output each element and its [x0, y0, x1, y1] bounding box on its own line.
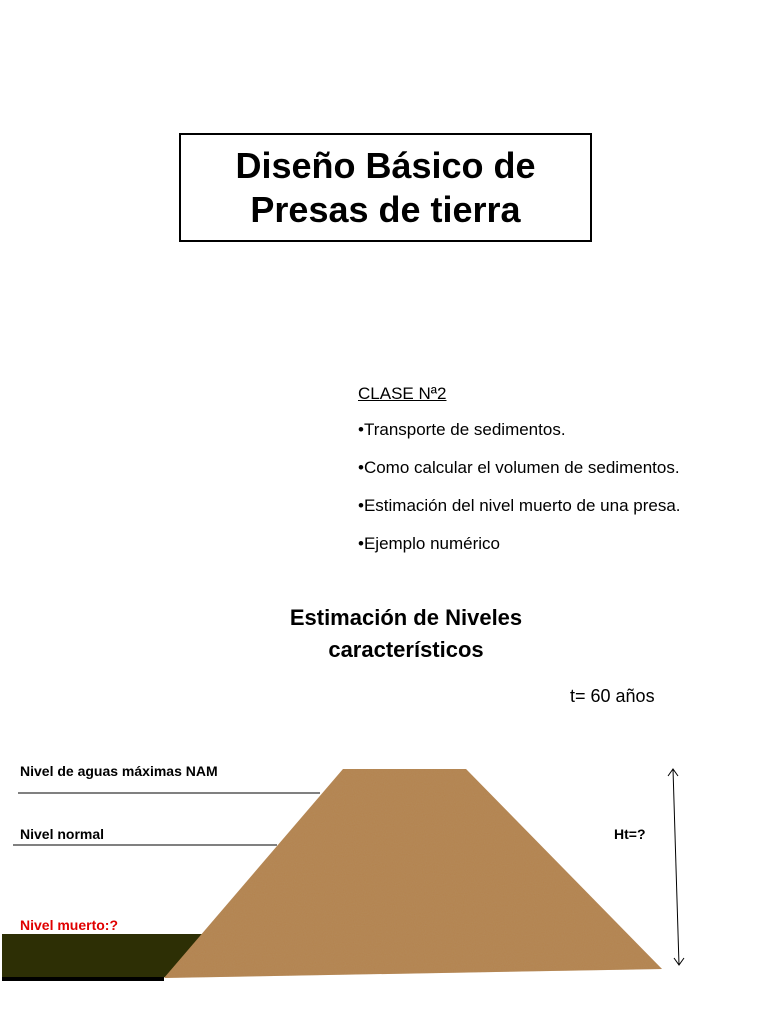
- height-arrow-line: [673, 769, 679, 965]
- time-horizon-label: t= 60 años: [570, 686, 655, 706]
- slide-title: [235, 144, 535, 232]
- section-title: [216, 602, 596, 666]
- class-outline: [358, 384, 681, 572]
- slide-title-line2: Presas de tierra: [250, 188, 521, 230]
- topic-item: [358, 534, 681, 572]
- dam-diagram-svg: [0, 740, 768, 1024]
- class-heading: CLASE Nª2: [358, 384, 447, 403]
- height-label: Ht=?: [614, 826, 646, 842]
- topic-item: [358, 496, 681, 534]
- section-title-line2: característicos: [328, 637, 484, 662]
- class-topics-list: [358, 420, 681, 572]
- ground-line: [2, 977, 164, 981]
- topic-item: [358, 420, 681, 458]
- dead-level-label: Nivel muerto:?: [20, 917, 119, 933]
- slide-title-line1: Diseño Básico de: [235, 144, 536, 186]
- section-title-line1: Estimación de Niveles: [289, 605, 523, 630]
- topic-text: Transporte de sedimentos.: [363, 420, 566, 439]
- dam-diagram: [0, 740, 768, 1024]
- topic-text: Ejemplo numérico: [363, 534, 501, 553]
- topic-item: [358, 458, 681, 496]
- slide-title-box: [179, 133, 592, 242]
- topic-text: Estimación del nivel muerto de una presa.: [363, 496, 681, 515]
- earth-dam-body: [164, 769, 662, 978]
- nam-level-label: Nivel de aguas máximas NAM: [20, 763, 218, 779]
- topic-text: Como calcular el volumen de sedimentos.: [363, 458, 680, 477]
- normal-level-label: Nivel normal: [20, 826, 105, 842]
